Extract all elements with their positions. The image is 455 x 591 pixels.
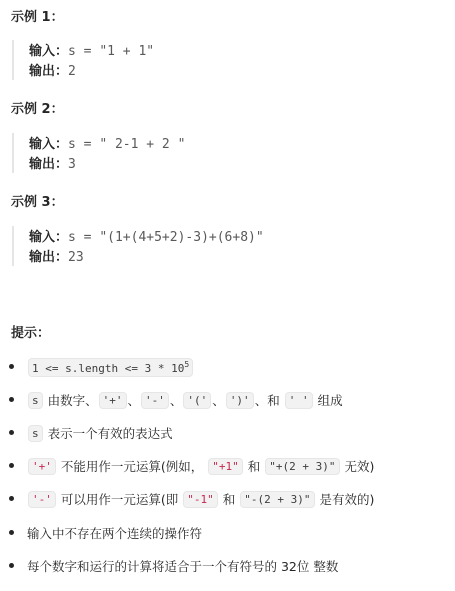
example-2-block [12, 133, 449, 173]
separator: 、 [169, 393, 183, 408]
output-label: 输出： [29, 157, 69, 172]
code-minus: '-' [141, 392, 169, 409]
input-value: s = "1 + 1" [68, 44, 155, 59]
example-3-title: 示例 3： [11, 195, 64, 210]
hint-item [0, 421, 455, 445]
example-1-block [12, 40, 449, 80]
code-plus: '+' [28, 458, 56, 475]
hint-item [0, 554, 455, 578]
hint-text: 是有效的) [319, 492, 375, 507]
bullet-icon [9, 563, 14, 568]
hint-text: 输入中不存在两个连续的操作符 [27, 526, 203, 541]
example-2-input-line [29, 133, 449, 153]
hint-text: 和 [247, 459, 261, 474]
example-2-output-line [29, 153, 449, 173]
output-value: 3 [68, 157, 76, 172]
output-label: 输出： [29, 64, 69, 79]
output-value: 23 [68, 250, 84, 265]
code-s: s [28, 425, 43, 442]
hints-title: 提示： [11, 326, 51, 341]
hint-text: 表示一个有效的表达式 [47, 426, 173, 441]
input-label: 输入： [29, 44, 69, 59]
code-space: ' ' [285, 392, 313, 409]
constraint-text: 1 <= s.length <= 3 * 10 [32, 361, 185, 375]
input-label: 输入： [29, 137, 69, 152]
code-s: s [28, 392, 43, 409]
bullet-icon [9, 430, 14, 435]
hint-content [27, 454, 374, 478]
example-1-output-line [29, 60, 449, 80]
example-1-title: 示例 1： [11, 10, 64, 25]
example-2-title: 示例 2： [11, 102, 64, 117]
input-label: 输入： [29, 230, 69, 245]
example-3-output-line [29, 246, 449, 266]
bullet-icon [9, 530, 14, 535]
bullet-icon [9, 496, 14, 501]
exponent: 5 [184, 359, 190, 369]
input-value: s = "(1+(4+5+2)-3)+(6+8)" [68, 230, 264, 245]
hint-content [27, 421, 173, 445]
bullet-icon [9, 364, 14, 369]
example-1-input-line [29, 40, 449, 60]
bullet-icon [9, 463, 14, 468]
code-plus: '+' [99, 392, 127, 409]
bullet-icon [9, 397, 14, 402]
hint-item [0, 355, 455, 379]
hint-item [0, 388, 455, 412]
code-left-paren: '(' [183, 392, 211, 409]
hint-text: 由数字、 [47, 393, 98, 408]
code-example-b: "+(2 + 3)" [265, 458, 339, 475]
hint-content [27, 521, 202, 545]
output-label: 输出： [29, 250, 69, 265]
hint-content [27, 388, 343, 412]
hint-text: 每个数字和运行的计算将适合于一个有符号的 32位 整数 [27, 559, 339, 574]
hint-text: 可以用作一元运算(即 [60, 492, 179, 507]
hint-text: 不能用作一元运算(例如， [60, 459, 204, 474]
code-example-a: "+1" [208, 458, 243, 475]
code-example-b: "-(2 + 3)" [240, 491, 314, 508]
hint-text: 、和 [254, 393, 280, 408]
hint-content [27, 487, 374, 511]
example-3-input-line [29, 226, 449, 246]
constraint-code [28, 358, 193, 377]
hint-content [27, 355, 194, 379]
hint-content [27, 554, 338, 578]
hint-item [0, 454, 455, 478]
code-minus: '-' [28, 491, 56, 508]
code-example-a: "-1" [183, 491, 218, 508]
hint-text: 组成 [317, 393, 343, 408]
separator: 、 [127, 393, 141, 408]
hint-text: 无效) [344, 459, 375, 474]
hint-item [0, 487, 455, 511]
input-value: s = " 2-1 + 2 " [68, 137, 186, 152]
output-value: 2 [68, 64, 76, 79]
code-right-paren: ')' [226, 392, 254, 409]
hint-text: 和 [222, 492, 236, 507]
separator: 、 [212, 393, 225, 408]
example-3-block [12, 226, 449, 266]
hint-item [0, 521, 455, 545]
